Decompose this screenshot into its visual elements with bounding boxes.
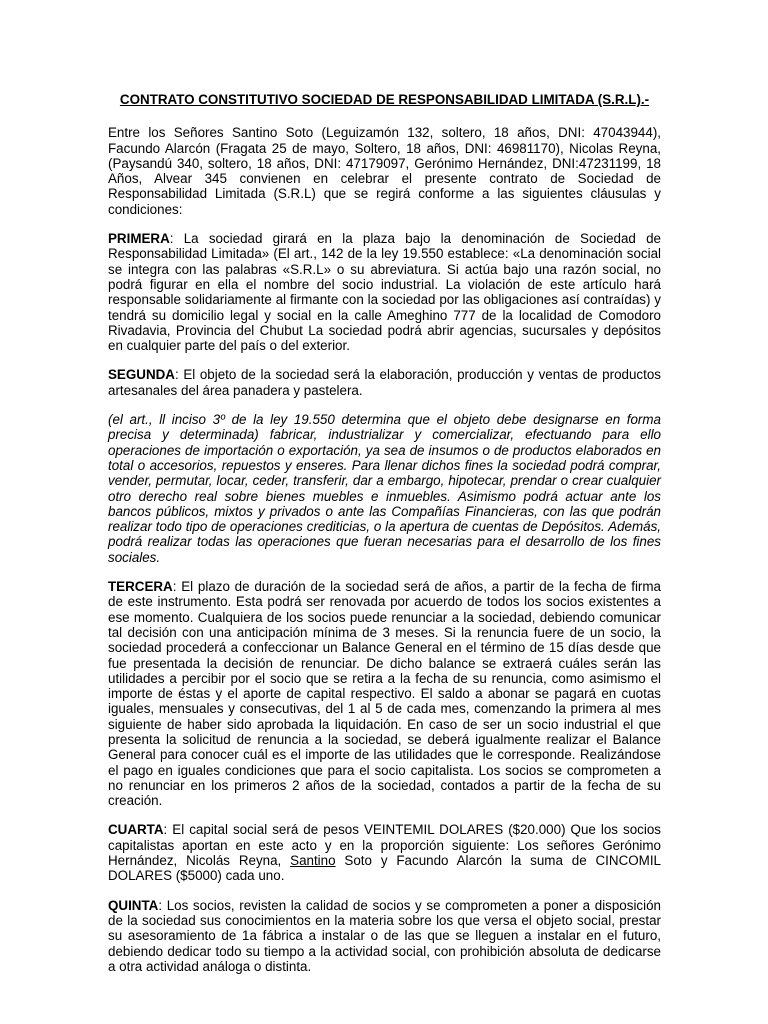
- clause-tercera-text: : El plazo de duración de la sociedad será de años, a partir de la fecha de firma de este instrumento. Esta podrá ser renovada por acuerdo de todos los socios existentes a ese momento. Cualquiera de los socios puede renunciar a la sociedad, debiendo comunicar tal decisión con una anticipación mínima de 3 meses. Si la renuncia fuere de un socio, la sociedad procederá a confeccionar un Balance General en el término de 15 días desde que fue presentada la decisión de renunciar. De dicho balance se extraerá cuáles serán las utilidades a percibir por el socio que se retira a la fecha de su renuncia, como asimismo el importe de éstas y el aporte de capital respectivo. El saldo a abonar se pagará en cuotas iguales, mensuales y consecutivas, del 1 al 5 de cada mes, comenzando la primera al mes siguiente de haber sido aprobada la liquidación. En caso de ser un socio industrial el que presenta la solicitud de renuncia a la sociedad, se deberá igualmente realizar el Balance General para conocer cuál es el importe de las utilidades que le corresponde. Realizándose el pago en iguales condiciones que para el socio capitalista. Los socios se comprometen a no renunciar en los primeros 2 años de la sociedad, contados a partir de la fecha de su creación.: [108, 579, 661, 809]
- clause-cuarta-label: CUARTA: [108, 822, 164, 838]
- intro-paragraph: Entre los Señores Santino Soto (Leguizamón 132, soltero, 18 años, DNI: 47043944), Facundo Alarcón (Fragata 25 de mayo, Soltero, 18 años, DNI: 46981170), Nicolas Reyna, (Paysandú 340, soltero, 18 años, DNI: 47179097, Gerónimo Hernández, DNI:47231199, 18 Años, Alvear 345 convienen en celebrar el presente contrato de Sociedad de Responsabilidad Limitada (S.R.L) que se regirá conforme a las siguientes cláusulas y condiciones:: [108, 125, 661, 217]
- clause-quinta-text: : Los socios, revisten la calidad de socios y se comprometen a poner a disposición de la sociedad sus conocimientos en la materia sobre los que versa el objeto social, prestar su asesoramiento de 1a fábrica a instalar o de las que se lleguen a instalar en el futuro, debiendo dedicar todo su tiempo a la actividad social, con prohibición absoluta de dedicarse a otra actividad análoga o distinta.: [108, 897, 661, 974]
- clause-quinta-label: QUINTA: [108, 897, 159, 913]
- clause-segunda-label: SEGUNDA: [108, 367, 175, 383]
- clause-primera: [108, 231, 661, 353]
- clause-cuarta-text-after: Soto y Facundo Alarcón la suma de CINCOMIL DOLARES ($5000) cada uno.: [108, 853, 661, 884]
- document-page: [108, 92, 661, 988]
- clause-cuarta: [108, 822, 661, 883]
- clause-primera-label: PRIMERA: [108, 231, 170, 247]
- clause-primera-text: : La sociedad girará en la plaza bajo la denominación de Sociedad de Responsabilidad Limitada» (El art., 142 de la ley 19.550 establece: «La denominación social se integra con las palabras «S.R.L» o su abreviatura. Si actúa bajo una razón social, no podrá figurar en ella el nombre del socio industrial. La violación de este artículo hará responsable solidariamente al firmante con la sociedad por las obligaciones así contraídas) y tendrá su domicilio legal y social en la calle Ameghino 777 de la localidad de Comodoro Rivadavia, Provincia del Chubut La sociedad podrá abrir agencias, sucursales y depósitos en cualquier parte del país o del exterior.: [108, 231, 661, 354]
- contract-title: CONTRATO CONSTITUTIVO SOCIEDAD DE RESPONSABILIDAD LIMITADA (S.R.L).-: [119, 92, 650, 107]
- clause-quinta: [108, 898, 661, 974]
- clause-segunda-note: (el art., ll inciso 3º de la ley 19.550 determina que el objeto debe designarse en forma precisa y determinada) fabricar, industrializar y comercializar, efectuando para ello operaciones de importación o exportación, ya sea de insumos o de productos elaborados en total o accesorios, repuestos y enseres. Para llenar dichos fines la sociedad podrá comprar, vender, permutar, locar, ceder, transferir, dar a embargo, hipotecar, prendar o crear cualquier otro derecho real sobre bienes muebles e inmuebles. Asimismo podrá actuar ante los bancos públicos, mixtos y privados o ante las Compañías Financieras, con las que podrán realizar todo tipo de operaciones crediticias, o la apertura de cuentas de Depósitos. Además, podrá realizar todas las operaciones que fueran necesarias para el desarrollo de los fines sociales.: [108, 412, 661, 565]
- clause-segunda-text: : El objeto de la sociedad será la elaboración, producción y ventas de productos artesanales del área panadera y pastelera.: [108, 367, 661, 398]
- clause-tercera-label: TERCERA: [108, 579, 173, 595]
- clause-tercera: [108, 579, 661, 808]
- clause-segunda: [108, 367, 661, 398]
- clause-cuarta-text-before: : El capital social será de pesos VEINTEMIL DOLARES ($20.000) Que los socios capitalistas aportan en este acto y en la proporción siguiente: Los señores Gerónimo Hernández, Nicolás Reyna,: [108, 822, 661, 869]
- clause-cuarta-underlined-name: Santino: [290, 853, 336, 869]
